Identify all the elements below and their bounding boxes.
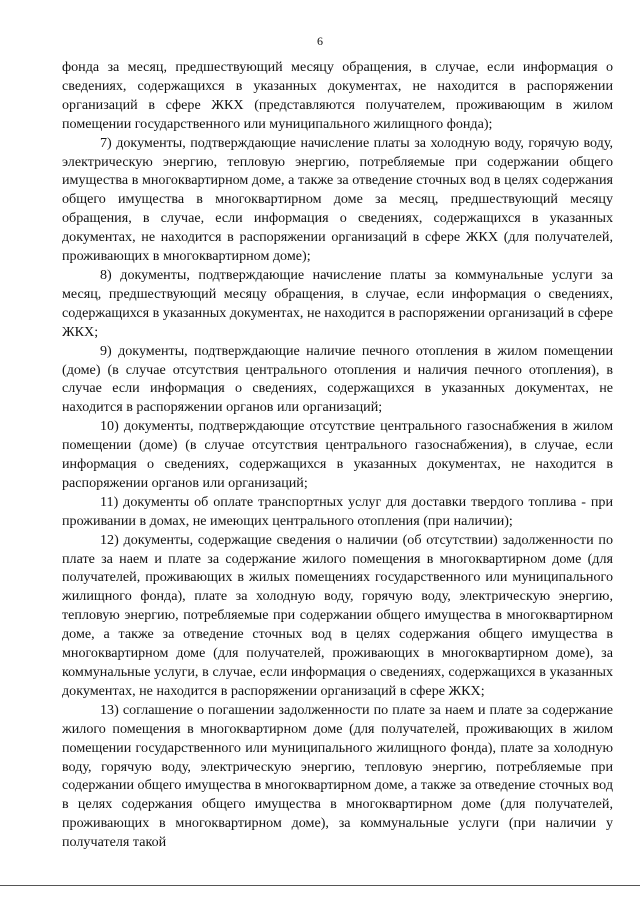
paragraph-item-8: 8) документы, подтверждающие начисление платы за коммунальные услуги за месяц, предшествующий месяцу обращения, в случае, если информация о сведениях, содержащихся в указанных документах, не находится в распоряжении организаций в сфере ЖКХ; (62, 266, 613, 340)
paragraph-item-13: 13) соглашение о погашении задолженности по плате за наем и плате за содержание жилого помещения в многоквартирном доме (для получателей, проживающих в жилом помещении государственного или муниципального жилищного фонда), плате за холодную воду, горячую воду, электрическую энергию, тепловую энергию, потребляемые при содержании общего имущества в многоквартирном доме, а также за отведение сточных вод в целях содержания общего имущества в многоквартирном доме (для получателей, проживающих в многоквартирном доме), за коммунальные услуги (при наличии у получателя такой (62, 701, 613, 851)
page-number: 6 (317, 34, 323, 48)
paragraph-item-12: 12) документы, содержащие сведения о наличии (об отсутствии) задолженности по плате за наем и плате за содержание жилого помещения в многоквартирном доме (для получателей, проживающих в жилых помещениях государственного или муниципального жилищного фонда), плате за холодную воду, горячую воду, электрическую энергию, тепловую энергию, потребляемые при содержании общего имущества в многоквартирном доме, а также за отведение сточных вод в целях содержания общего имущества в многоквартирном доме (для получателей, проживающих в многоквартирном доме), за коммунальные услуги, в случае, если информация о сведениях, содержащихся в указанных документах, не находится в распоряжении организаций в сфере ЖКХ; (62, 531, 613, 699)
paragraph-item-10: 10) документы, подтверждающие отсутствие центрального газоснабжения в жилом помещении (доме) (в случае отсутствия центрального газоснабжения), в случае, если информация о сведениях, содержащихся в указанных документах, не находится в распоряжении органов или организаций; (62, 418, 613, 491)
page-bottom-divider (0, 885, 640, 886)
paragraph-item-9: 9) документы, подтверждающие наличие печного отопления в жилом помещении (доме) (в случае отсутствия центрального отопления и наличия печного отопления), в случае если информация о сведениях, содержащихся в указанных документах, не находится в распоряжении органов или организаций; (62, 342, 613, 416)
document-body (62, 58, 613, 852)
paragraph-item-7: 7) документы, подтверждающие начисление платы за холодную воду, горячую воду, электрическую энергию, тепловую энергию, потребляемые при содержании общего имущества в многоквартирном доме, а также за отведение сточных вод в целях содержания общего имущества в многоквартирном доме за месяц, предшествующий месяцу обращения, в случае, если информация о сведениях, содержащихся в указанных документах, не находится в распоряжении организаций в сфере ЖКХ (для получателей, проживающих в многоквартирном доме); (62, 134, 613, 265)
paragraph-item-11: 11) документы об оплате транспортных услуг для доставки твердого топлива - при проживании в домах, не имеющих центрального отопления (при наличии); (62, 493, 613, 529)
paragraph-continuation: фонда за месяц, предшествующий месяцу обращения, в случае, если информация о сведениях, содержащихся в указанных документах, не находится в распоряжении организаций в сфере ЖКХ (представляются получателем, проживающим в жилом помещении государственного или муниципального жилищного фонда); (62, 59, 613, 132)
